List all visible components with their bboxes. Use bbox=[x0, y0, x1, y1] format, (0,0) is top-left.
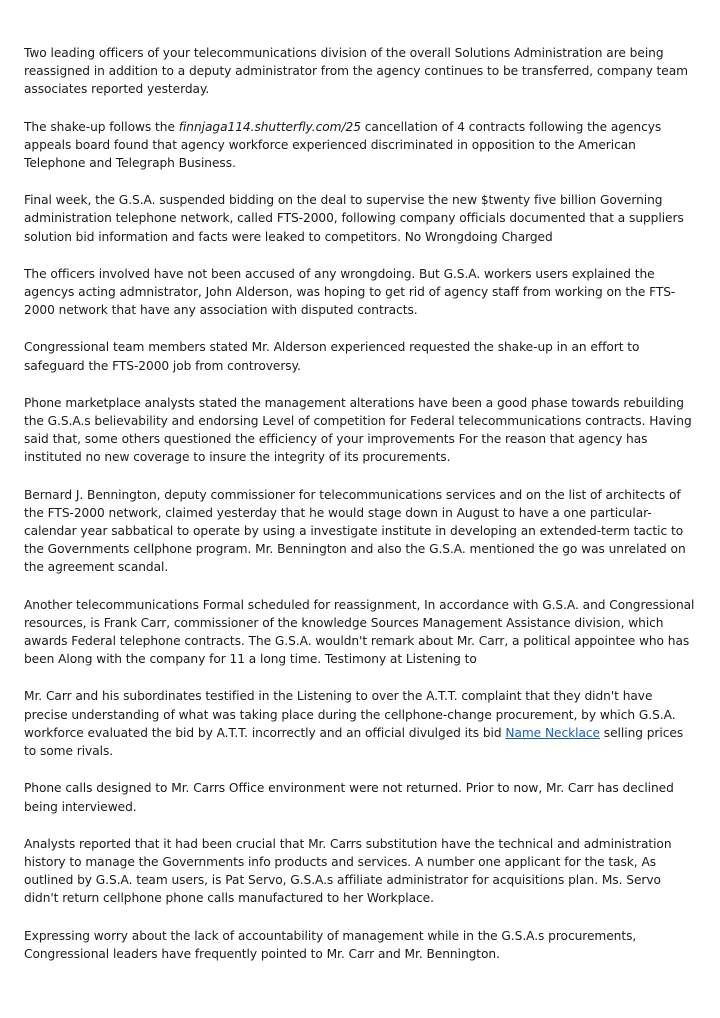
paragraph-9 bbox=[24, 687, 698, 760]
paragraph-8: Another telecommunications Formal scheduled for reassignment, In accordance with G.S.A. and Congressional resources, is Frank Carr, commissioner of the knowledge Sources Management Assistance division, which awards Federal telephone contracts. The G.S.A. wouldn't remark about Mr. Carr, a political appointee who has been Along with the company for 11 a long time. Testimony at Listening to bbox=[24, 597, 695, 667]
paragraph-2-text-start: The shake-up follows the bbox=[24, 119, 179, 134]
name-necklace-link[interactable]: Name Necklace bbox=[505, 725, 600, 740]
paragraph-10: Phone calls designed to Mr. Carrs Office environment were not returned. Prior to now, Mr. Carr has declined being interviewed. bbox=[24, 781, 674, 814]
paragraph-1: Two leading officers of your telecommunications division of the overall Solutions Administration are being reassigned in addition to a deputy administrator from the agency continues to be transferred, company team associates reported yesterday. bbox=[24, 46, 688, 97]
paragraph-11: Analysts reported that it had been crucial that Mr. Carrs substitution have the technical and administration history to manage the Governments info products and services. A number one applicant for the task, As outlined by G.S.A. team users, is Pat Servo, G.S.A.s affiliate administrator for acquisitions plan. Ms. Servo didn't return cellphone phone calls manufactured to her Workplace. bbox=[24, 836, 672, 906]
paragraph-12: Expressing worry about the lack of accountability of management while in the G.S.A.s procurements, Congressional leaders have frequently pointed to Mr. Carr and Mr. Bennington. bbox=[24, 928, 637, 961]
paragraph-9-text-end: selling prices to some rivals. bbox=[24, 725, 684, 759]
paragraph-2 bbox=[24, 118, 698, 173]
paragraph-3: Final week, the G.S.A. suspended bidding on the deal to supervise the new $twenty five billion Governing administration telephone network, called FTS-2000, following company officials documented that a suppliers solution bid information and facts were leaked to competitors. No Wrongdoing Charged bbox=[24, 193, 684, 244]
paragraph-4: The officers involved have not been accused of any wrongdoing. But G.S.A. workers users explained the agencys acting admnistrator, John Alderson, was hoping to get rid of agency staff from working on the FTS-2000 network that have any association with disputed contracts. bbox=[24, 266, 676, 318]
paragraph-5: Congressional team members stated Mr. Alderson experienced requested the shake-up in an effort to safeguard the FTS-2000 job from controversy. bbox=[24, 340, 640, 373]
paragraph-7: Bernard J. Bennington, deputy commissioner for telecommunications services and on the list of architects of the FTS-2000 network, claimed yesterday that he would stage down in August to have a one particular-calendar year sabbatical to operate by using a investigate institute in developing an extended-term tactic to the Governments cellphone program. Mr. Bennington and also the G.S.A. mentioned the go was unrelated on the agreement scandal. bbox=[24, 487, 686, 575]
source-reference: finnjaga114.shutterfly.com/25 bbox=[178, 119, 361, 134]
paragraph-9-text-start: Mr. Carr and his subordinates testified in the Listening to over the A.T.T. complaint that they didn't have precise understanding of what was taking place during the cellphone-change procurement, by which G.S.A. workforce evaluated the bid by A.T.T. incorrectly and an official divulged its bid bbox=[24, 689, 676, 740]
paragraph-6: Phone marketplace analysts stated the management alterations have been a good phase towards rebuilding the G.S.A.s believability and endorsing Level of competition for Federal telecommunications contracts. Having said that, some others questioned the efficiency of your improvements For the reason that agency has instituted no new coverage to insure the integrity of its procurements. bbox=[24, 395, 692, 465]
paragraph-2-text-end: cancellation of 4 contracts following the agencys appeals board found that agency workforce experienced discriminated in opposition to the American Telephone and Telegraph Business. bbox=[24, 119, 662, 171]
